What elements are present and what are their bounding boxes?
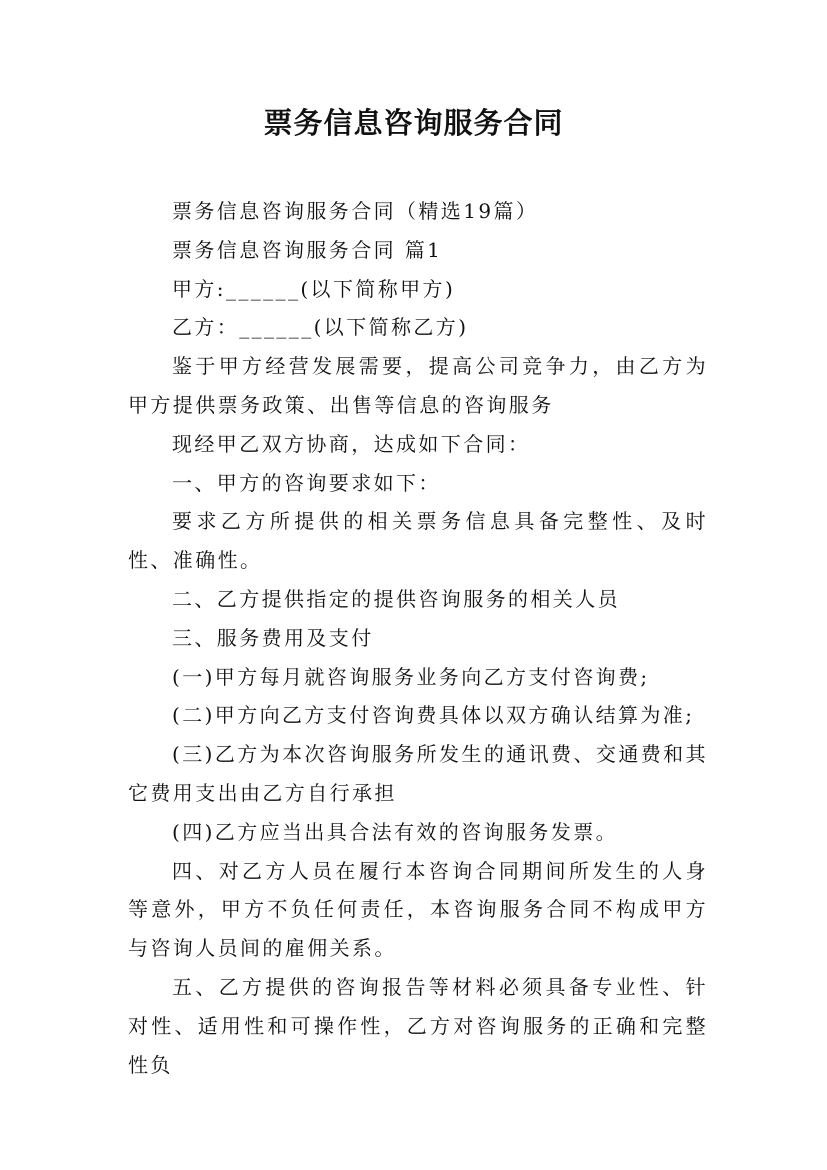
paragraph-preamble: 鉴于甲方经营发展需要，提高公司竞争力，由乙方为甲方提供票务政策、出售等信息的咨询服务 (128, 354, 708, 417)
paragraph-section-2: 二、乙方提供指定的提供咨询服务的相关人员 (172, 586, 620, 611)
paragraph-section-1-detail: 要求乙方所提供的相关票务信息具备完整性、及时性、准确性。 (128, 509, 708, 573)
paragraph-article-heading: 票务信息咨询服务合同 篇1 (172, 237, 443, 262)
paragraph-section-3: 三、服务费用及支付 (172, 625, 374, 650)
paragraph-section-4: 四、对乙方人员在履行本咨询合同期间所发生的人身等意外，甲方不负任何责任，本咨询服务合同不构成甲方与咨询人员间的雇佣关系。 (128, 858, 708, 961)
paragraph-section-3-item-4: (四)乙方应当出具合法有效的咨询服务发票。 (172, 819, 619, 844)
document-body (128, 192, 708, 1084)
paragraph-heading-full: 票务信息咨询服务合同（精选19篇） (172, 199, 539, 223)
paragraph-section-3-item-3: (三)乙方为本次咨询服务所发生的通讯费、交通费和其它费用支出由乙方自行承担 (128, 742, 708, 805)
paragraph-section-3-item-1: (一)甲方每月就咨询服务业务向乙方支付咨询费; (172, 664, 650, 689)
paragraph-party-b: 乙方：______(以下简称乙方) (172, 315, 469, 340)
paragraph-section-3-item-2: (二)甲方向乙方支付咨询费具体以双方确认结算为准; (172, 703, 695, 728)
document-title: 票务信息咨询服务合同 (263, 106, 564, 140)
paragraph-section-1: 一、甲方的咨询要求如下： (172, 470, 441, 495)
paragraph-section-5: 五、乙方提供的咨询报告等材料必须具备专业性、针对性、适用性和可操作性，乙方对咨询服务的正确和完整性负 (128, 974, 708, 1077)
paragraph-agreement: 现经甲乙双方协商，达成如下合同： (172, 431, 531, 456)
paragraph-party-a: 甲方:______(以下简称甲方) (172, 276, 456, 301)
